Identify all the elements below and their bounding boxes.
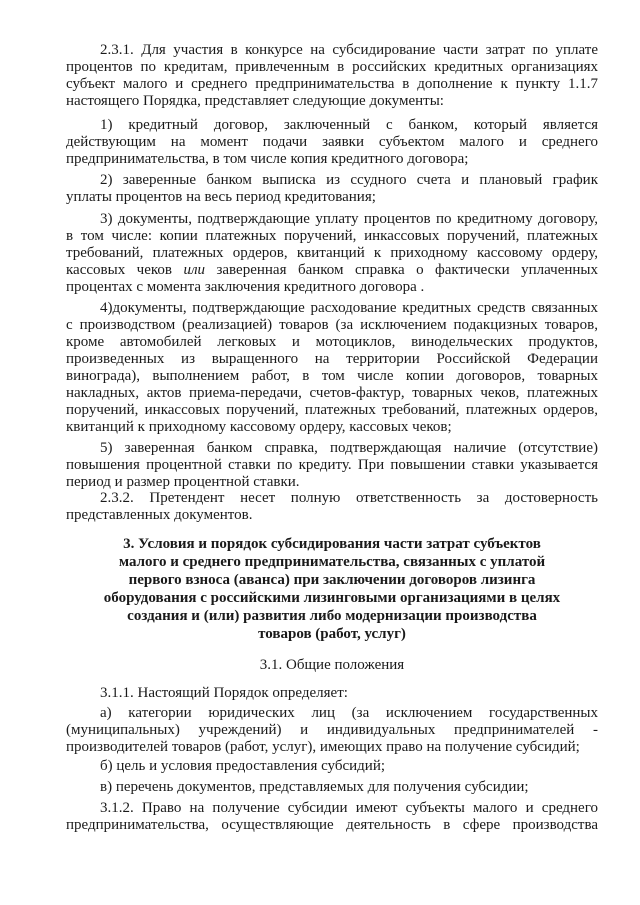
text-line: предпринимательства, в том числе копия кредитного договора; xyxy=(66,151,469,167)
text-line: 1) кредитный договор, заключенный с банком, который является xyxy=(100,117,598,133)
text-line: требований, платежных ордеров, квитанций к приходному кассовому ордеру, xyxy=(66,245,598,261)
text-line: 3.1.1. Настоящий Порядок определяет: xyxy=(100,685,348,701)
text-line: квитанций к приходному кассовому ордеру, кассовых чеков; xyxy=(66,419,452,435)
text-line: представленных документов. xyxy=(66,507,253,523)
text-line: субъект малого и среднего предпринимательства в дополнение к пункту 1.1.7 xyxy=(66,76,598,92)
text-line: с производством (реализацией) товаров (за исключением подакцизных товаров, xyxy=(66,317,598,333)
text-line: кроме автомобилей легковых и мотоциклов, винодельческих продуктов, xyxy=(66,334,598,350)
text-run: кассовых чеков xyxy=(66,262,172,278)
section-heading-line: 3. Условия и порядок субсидирования части затрат субъектов xyxy=(123,536,541,552)
text-run-italic: или xyxy=(183,262,205,278)
text-line: поручений, инкассовых поручений, платежных требований, платежных ордеров, xyxy=(66,402,598,418)
text-line: (муниципальных) учреждений) и индивидуальных предпринимателей - xyxy=(66,722,598,738)
section-heading-line: товаров (работ, услуг) xyxy=(258,626,406,642)
text-line: процентах с момента заключения кредитного договора . xyxy=(66,279,425,295)
text-line: предпринимательства, осуществляющие деятельность в сфере производства xyxy=(66,817,598,833)
text-line: процентов по кредитам, привлеченным в российских кредитных организациях xyxy=(66,59,598,75)
text-line: настоящего Порядка, представляет следующие документы: xyxy=(66,93,444,109)
text-line: период и размер процентной ставки. xyxy=(66,474,300,490)
text-line: в том числе: копии платежных поручений, инкассовых поручений, платежных xyxy=(66,228,598,244)
text-line: накладных, актов приема-передачи, счетов-фактур, товарных чеков, платежных xyxy=(66,385,598,401)
section-heading-line: оборудования с российскими лизинговыми организациями в целях xyxy=(103,590,561,606)
section-heading-line: малого и среднего предпринимательства, связанных с уплатой xyxy=(118,554,546,570)
text-line: 4)документы, подтверждающие расходование кредитных средств связанных xyxy=(100,300,598,316)
section-heading-line: создания и (или) развития либо модернизации производства xyxy=(127,608,537,624)
text-line: действующим на момент подачи заявки субъектом малого и среднего xyxy=(66,134,598,150)
text-line: 2.3.2. Претендент несет полную ответственность за достоверность xyxy=(100,490,598,506)
text-line: уплаты процентов на весь период кредитования; xyxy=(66,189,376,205)
text-line: винограда), выполнением работ, в том числе копии договоров, товарных xyxy=(66,368,598,384)
section-heading-line: первого взноса (аванса) при заключении договоров лизинга xyxy=(128,572,536,588)
text-line: а) категории юридических лиц (за исключением государственных xyxy=(100,705,598,721)
text-line: в) перечень документов, представляемых для получения субсидии; xyxy=(100,779,529,795)
text-run: заверенная банком справка о фактически уплаченных xyxy=(216,262,599,278)
subsection-heading: 3.1. Общие положения xyxy=(259,657,405,673)
text-line: произведенных из выращенного на территории Российской Федерации xyxy=(66,351,598,367)
text-line: 2) заверенные банком выписка из ссудного счета и плановый график xyxy=(100,172,598,188)
text-line xyxy=(66,262,598,279)
text-line: б) цель и условия предоставления субсидий; xyxy=(100,758,386,774)
text-line: 3.1.2. Право на получение субсидии имеют субъекты малого и среднего xyxy=(100,800,598,816)
text-line: 2.3.1. Для участия в конкурсе на субсидирование части затрат по уплате xyxy=(100,42,598,58)
text-line: 5) заверенная банком справка, подтверждающая наличие (отсутствие) xyxy=(100,440,598,456)
text-line: 3) документы, подтверждающие уплату процентов по кредитному договору, xyxy=(100,211,598,227)
text-line: повышения процентной ставки по кредиту. При повышении ставки указывается xyxy=(66,457,598,473)
text-line: производителей товаров (работ, услуг), имеющих право на получение субсидий; xyxy=(66,739,580,755)
